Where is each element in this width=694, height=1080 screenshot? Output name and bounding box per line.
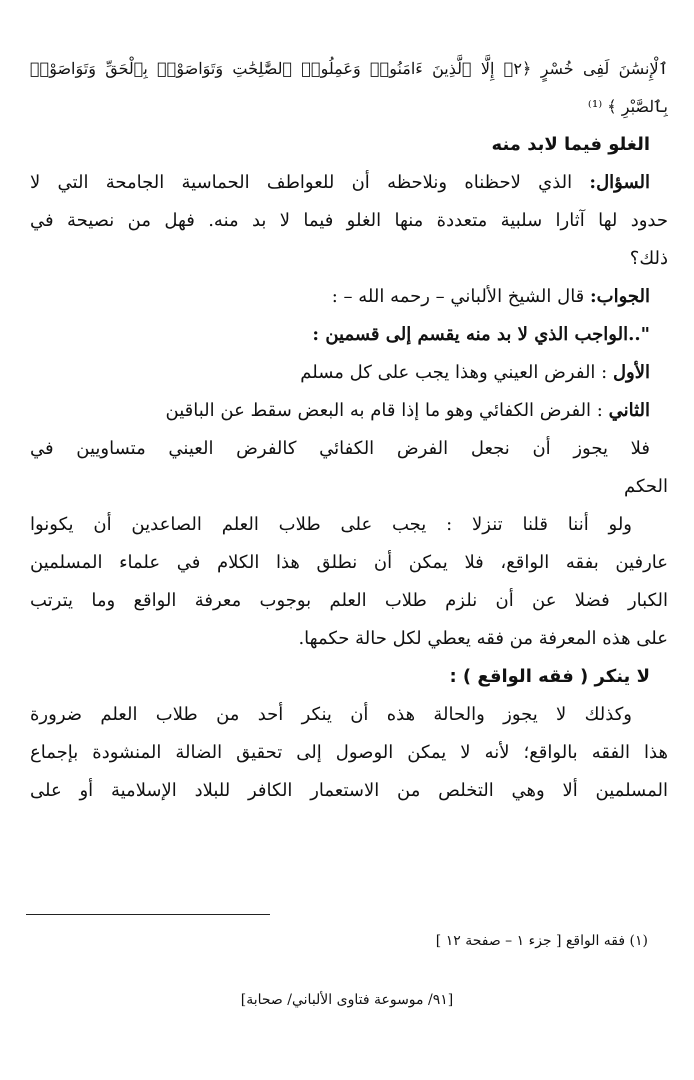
paragraph2-line-3: المسلمين ألا وهي التخلص من الاستعمار الكافر للبلاد الإسلامية أو على [30, 780, 668, 801]
question-line-2: حدود لها آثارا سلبية متعددة منها الغلو فيما لا بد منه. فهل من نصيحة في [30, 210, 668, 231]
main-text [30, 50, 668, 810]
answer-cannot-line-2: الحكم [623, 476, 668, 497]
first-label: الأول [612, 362, 650, 383]
verse-line-2: بِٱلصَّبْرِ ﴾ ⁽¹⁾ [587, 97, 668, 116]
verse-line-1: ٱلْإِنسَٰنَ لَفِى خُسْرٍ ﴿٢﴾ إِلَّا ٱلَّذِينَ ءَامَنُوا۟ وَعَمِلُوا۟ ٱلصَّٰلِحَٰتِ وَتَوَاصَوْا۟ بِٱلْحَقِّ وَتَوَاصَوْا۟ [30, 59, 668, 78]
answer-cannot-line-1: فلا يجوز أن نجعل الفرض الكفائي كالفرض العيني متساويين في [30, 438, 650, 459]
second-label: الثاني [608, 400, 650, 421]
footnote-divider [26, 914, 270, 915]
question-text-1: الذي لاحظناه ونلاحظه أن للعواطف الحماسية الجامحة التي لا [30, 172, 590, 193]
answer-second-line [30, 392, 668, 430]
paragraph2-line-2: هذا الفقه بالواقع؛ لأنه لا يمكن الوصول إلى تحقيق الضالة المنشودة بإجماع [30, 742, 668, 763]
footnote: (١) فقه الواقع [ جزء ١ – صفحة ١٢ ] [435, 933, 648, 949]
paragraph1-line-3: الكبار فضلا عن أن نلزم طلاب العلم بوجوب معرفة الواقع وما يترتب [30, 590, 668, 611]
subheading: لا ينكر ( فقه الواقع ) : [449, 666, 650, 687]
answer-label: الجواب: [590, 286, 650, 307]
question-label: السؤال: [589, 172, 650, 193]
answer-intro: قال الشيخ الألباني – رحمه الله – : [331, 286, 590, 307]
page-footer: [٩١/ موسوعة فتاوى الألباني/ صحابة] [240, 992, 454, 1008]
answer-quote-open: "..الواجب الذي لا بد منه يقسم إلى قسمين : [312, 324, 650, 345]
paragraph1-line-4: على هذه المعرفة من فقه يعطي لكل حالة حكمها. [298, 628, 668, 649]
section-heading: الغلو فيما لابد منه [491, 134, 650, 155]
question-line-1 [30, 164, 668, 202]
first-text: : الفرض العيني وهذا يجب على كل مسلم [300, 362, 608, 383]
question-line-3: ذلك؟ [629, 248, 668, 269]
answer-first-line [30, 354, 668, 392]
paragraph1-line-1: ولو أننا قلنا تنزلا : يجب على طلاب العلم الصاعدين أن يكونوا [30, 514, 632, 535]
paragraph1-line-2: عارفين بفقه الواقع، فلا يمكن أن نطلق هذا الكلام في علماء المسلمين [30, 552, 668, 573]
answer-intro-line [30, 278, 668, 316]
paragraph2-line-1: وكذلك لا يجوز والحالة هذه أن ينكر أحد من طلاب العلم ضرورة [30, 704, 632, 725]
second-text: : الفرض الكفائي وهو ما إذا قام به البعض سقط عن الباقين [165, 400, 603, 421]
